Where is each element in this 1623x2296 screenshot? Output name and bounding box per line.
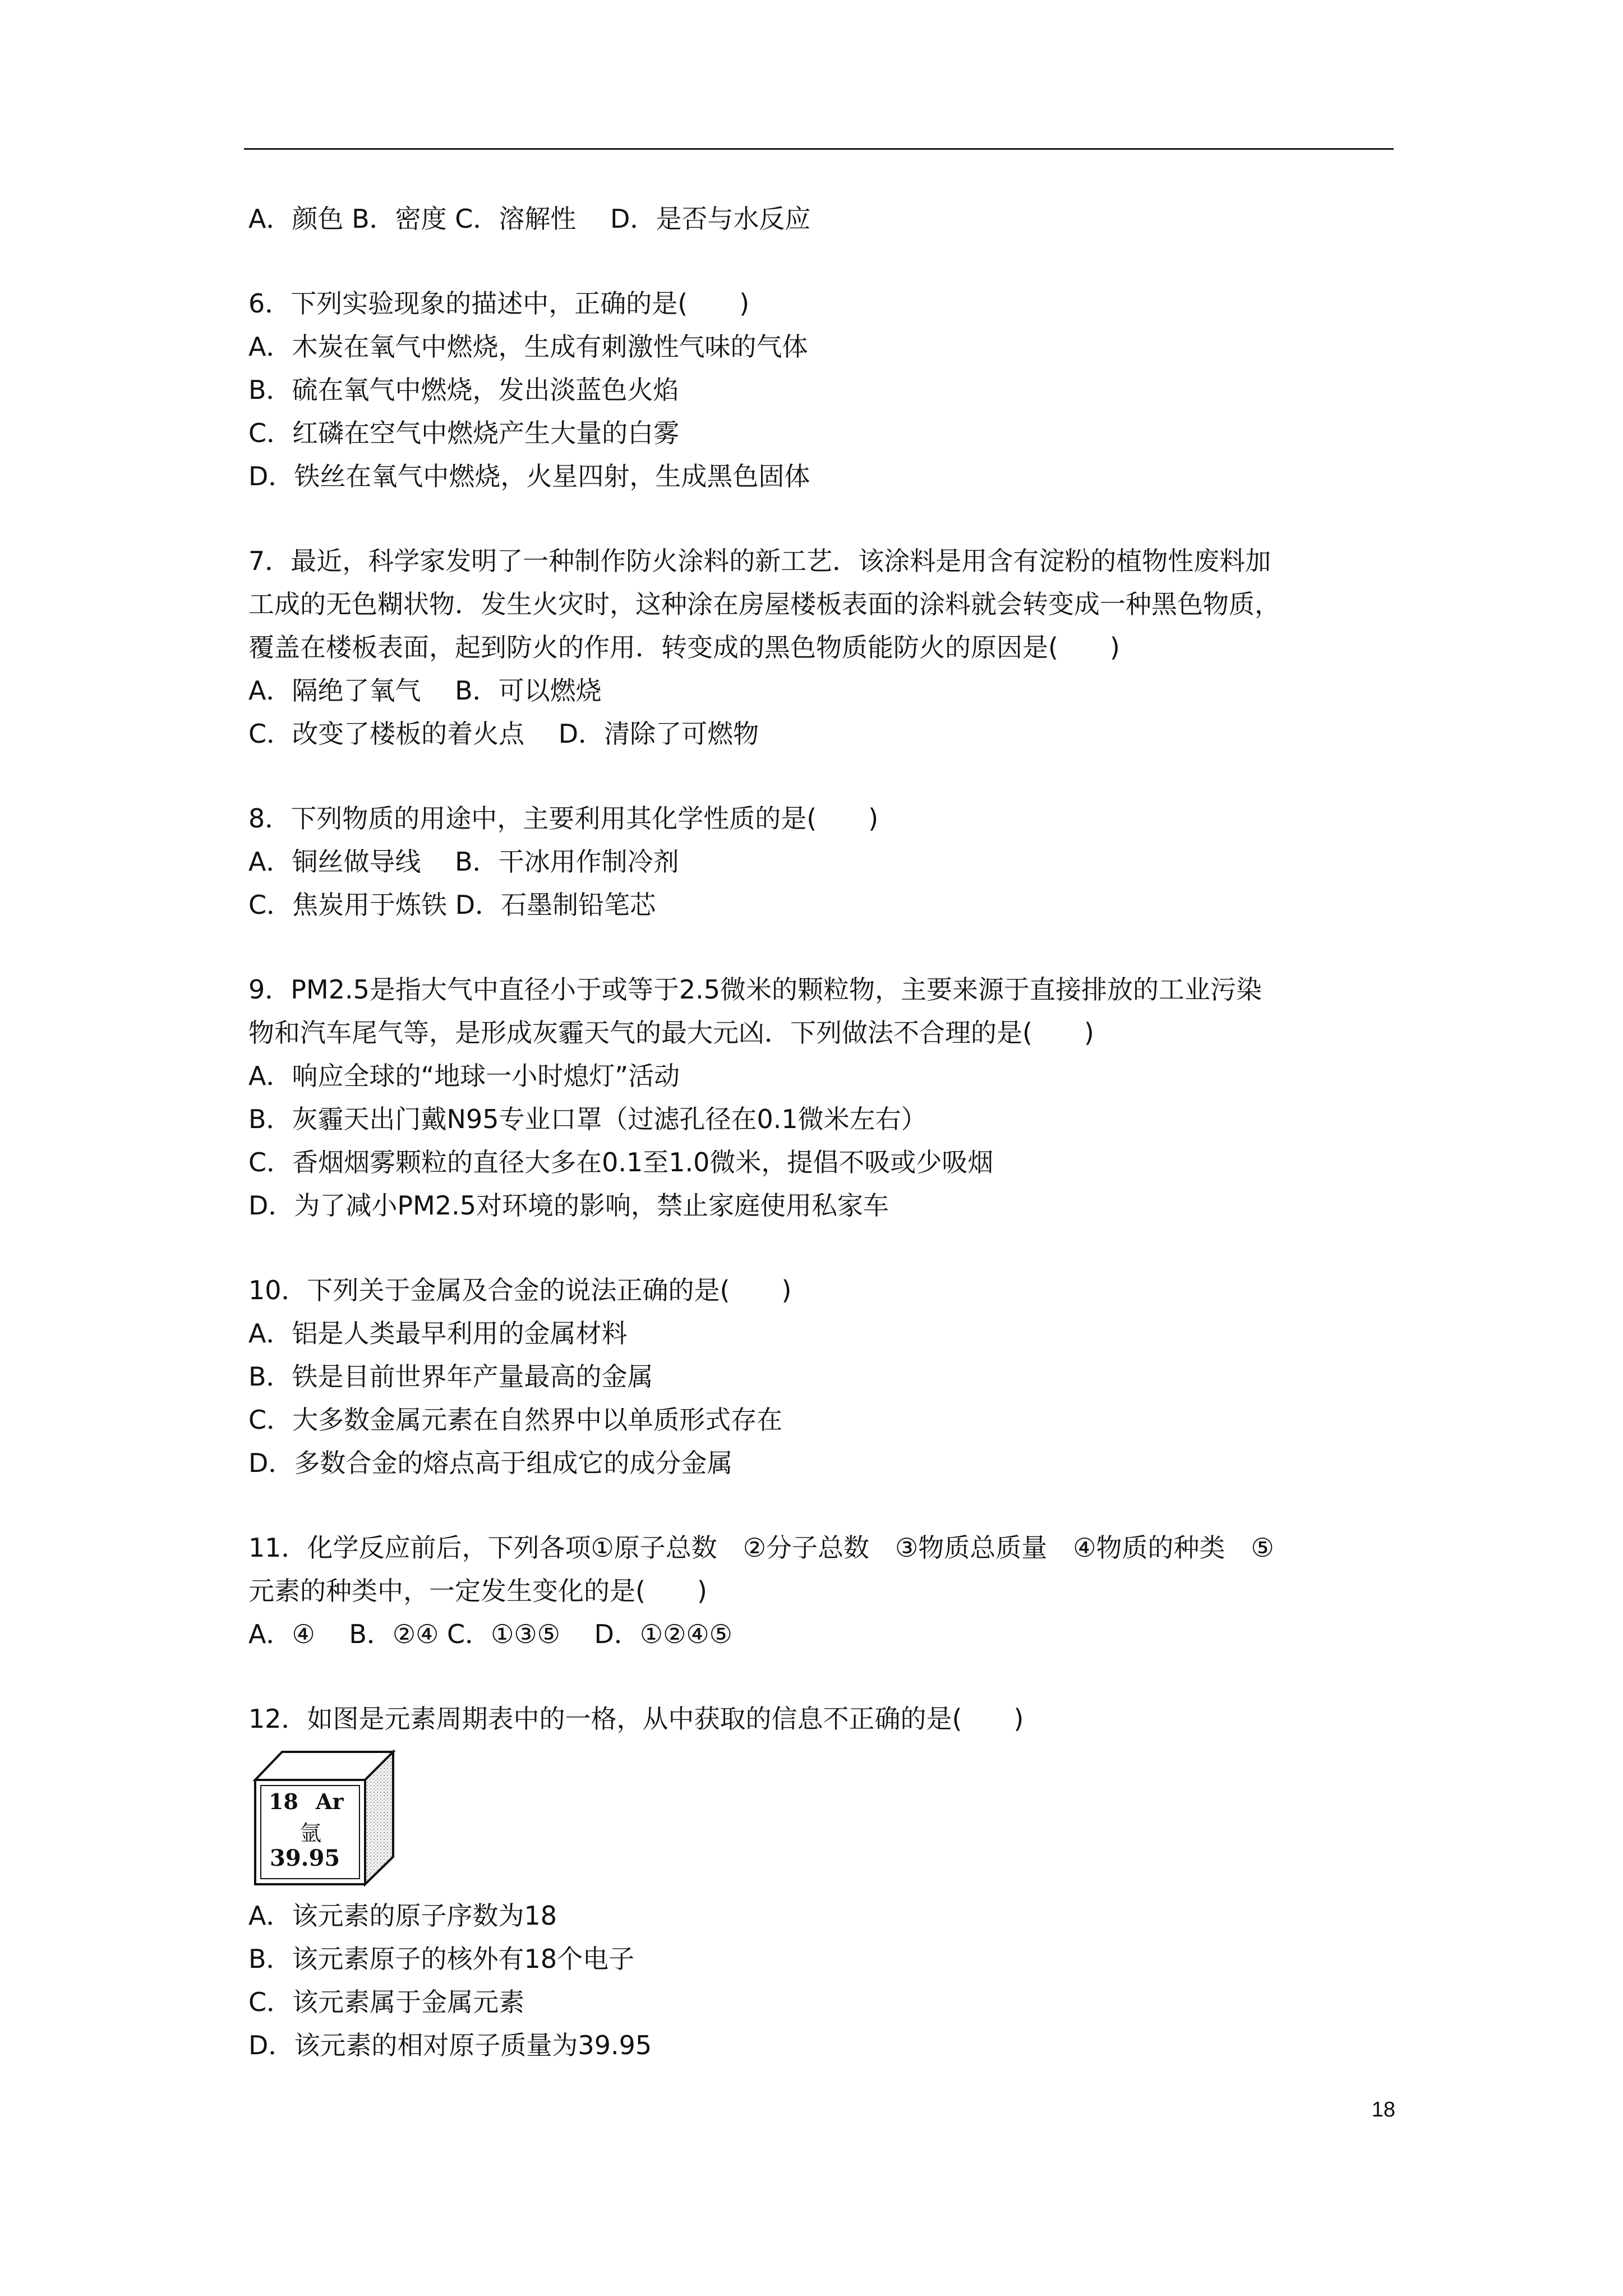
q6-option-b: B．硫在氧气中燃烧，发出淡蓝色火焰: [248, 375, 679, 405]
q11-stem-line-2: 元素的种类中，一定发生变化的是( ): [248, 1576, 707, 1606]
q12-option-b: B．该元素原子的核外有18个电子: [248, 1944, 635, 1974]
periodic-table-cell-figure: [248, 1747, 400, 1888]
q7-stem-line-2: 工成的无色糊状物．发生火灾时，这种涂在房屋楼板表面的涂料就会转变成一种黑色物质，: [248, 589, 1280, 619]
q10-option-d: D．多数合金的熔点高于组成它的成分金属: [248, 1448, 733, 1478]
question-12: [248, 1697, 1404, 2067]
element-symbol: Ar: [316, 1789, 344, 1814]
q9-stem-line-1: 9．PM2.5是指大气中直径小于或等于2.5微米的颗粒物，主要来源于直接排放的工业污染: [248, 974, 1262, 1005]
q8-options-cd: C．焦炭用于炼铁 D．石墨制铅笔芯: [248, 890, 656, 920]
q12-option-d: D．该元素的相对原子质量为39.95: [248, 2030, 652, 2060]
q9-stem-line-2: 物和汽车尾气等，是形成灰霾天气的最大元凶．下列做法不合理的是( ): [248, 1018, 1094, 1048]
q10-option-b: B．铁是目前世界年产量最高的金属: [248, 1361, 653, 1392]
header-rule: [244, 148, 1394, 150]
q11-stem-line-1: 11．化学反应前后，下列各项①原子总数 ②分子总数 ③物质总质量 ④物质的种类 ⑤: [248, 1533, 1274, 1563]
question-7: [248, 540, 1404, 756]
page-content: [248, 197, 1404, 2067]
q7-stem-line-3: 覆盖在楼板表面，起到防火的作用．转变成的黑色物质能防火的原因是( ): [248, 632, 1120, 662]
q12-stem: 12．如图是元素周期表中的一格，从中获取的信息不正确的是( ): [248, 1704, 1024, 1734]
page-number: 18: [1371, 2098, 1395, 2122]
q10-stem: 10．下列关于金属及合金的说法正确的是( ): [248, 1275, 792, 1305]
cell-face: [255, 1781, 365, 1882]
element-name: 氩: [300, 1821, 322, 1846]
q9-option-a: A．响应全球的“地球一小时熄灯”活动: [248, 1061, 680, 1091]
q6-stem: 6．下列实验现象的描述中，正确的是( ): [248, 288, 750, 319]
q9-option-b: B．灰霾天出门戴N95专业口罩（过滤孔径在0.1微米左右）: [248, 1104, 927, 1134]
question-10: [248, 1269, 1404, 1485]
q6-option-c: C．红磷在空气中燃烧产生大量的白雾: [248, 418, 680, 448]
q11-options: A．④ B．②④ C．①③⑤ D．①②④⑤: [248, 1619, 732, 1649]
q5-options: A．颜色 B．密度 C．溶解性 D．是否与水反应: [248, 204, 811, 234]
q7-options-cd: C．改变了楼板的着火点 D．清除了可燃物: [248, 719, 759, 749]
q10-option-c: C．大多数金属元素在自然界中以单质形式存在: [248, 1405, 783, 1435]
q9-option-d: D．为了减小PM2.5对环境的影响，禁止家庭使用私家车: [248, 1190, 889, 1221]
q9-option-c: C．香烟烟雾颗粒的直径大多在0.1至1.0微米，提倡不吸或少吸烟: [248, 1147, 994, 1177]
atomic-mass: 39.95: [270, 1845, 340, 1871]
q6-option-d: D．铁丝在氧气中燃烧，火星四射，生成黑色固体: [248, 461, 810, 491]
q6-option-a: A．木炭在氧气中燃烧，生成有刺激性气味的气体: [248, 332, 808, 362]
question-9: [248, 968, 1404, 1227]
question-8: [248, 797, 1404, 927]
q8-options-ab: A．铜丝做导线 B．干冰用作制冷剂: [248, 846, 679, 877]
q7-options-ab: A．隔绝了氧气 B．可以燃烧: [248, 675, 602, 706]
q8-stem: 8．下列物质的用途中，主要利用其化学性质的是( ): [248, 803, 879, 834]
question-11: [248, 1526, 1404, 1656]
q10-option-a: A．铝是人类最早利用的金属材料: [248, 1318, 628, 1349]
q12-option-c: C．该元素属于金属元素: [248, 1987, 525, 2017]
q12-option-a: A．该元素的原子序数为18: [248, 1901, 557, 1931]
q7-stem-line-1: 7．最近，科学家发明了一种制作防火涂料的新工艺．该涂料是用含有淀粉的植物性废料加: [248, 546, 1271, 576]
question-6: [248, 282, 1404, 498]
atomic-number: 18: [269, 1789, 298, 1814]
